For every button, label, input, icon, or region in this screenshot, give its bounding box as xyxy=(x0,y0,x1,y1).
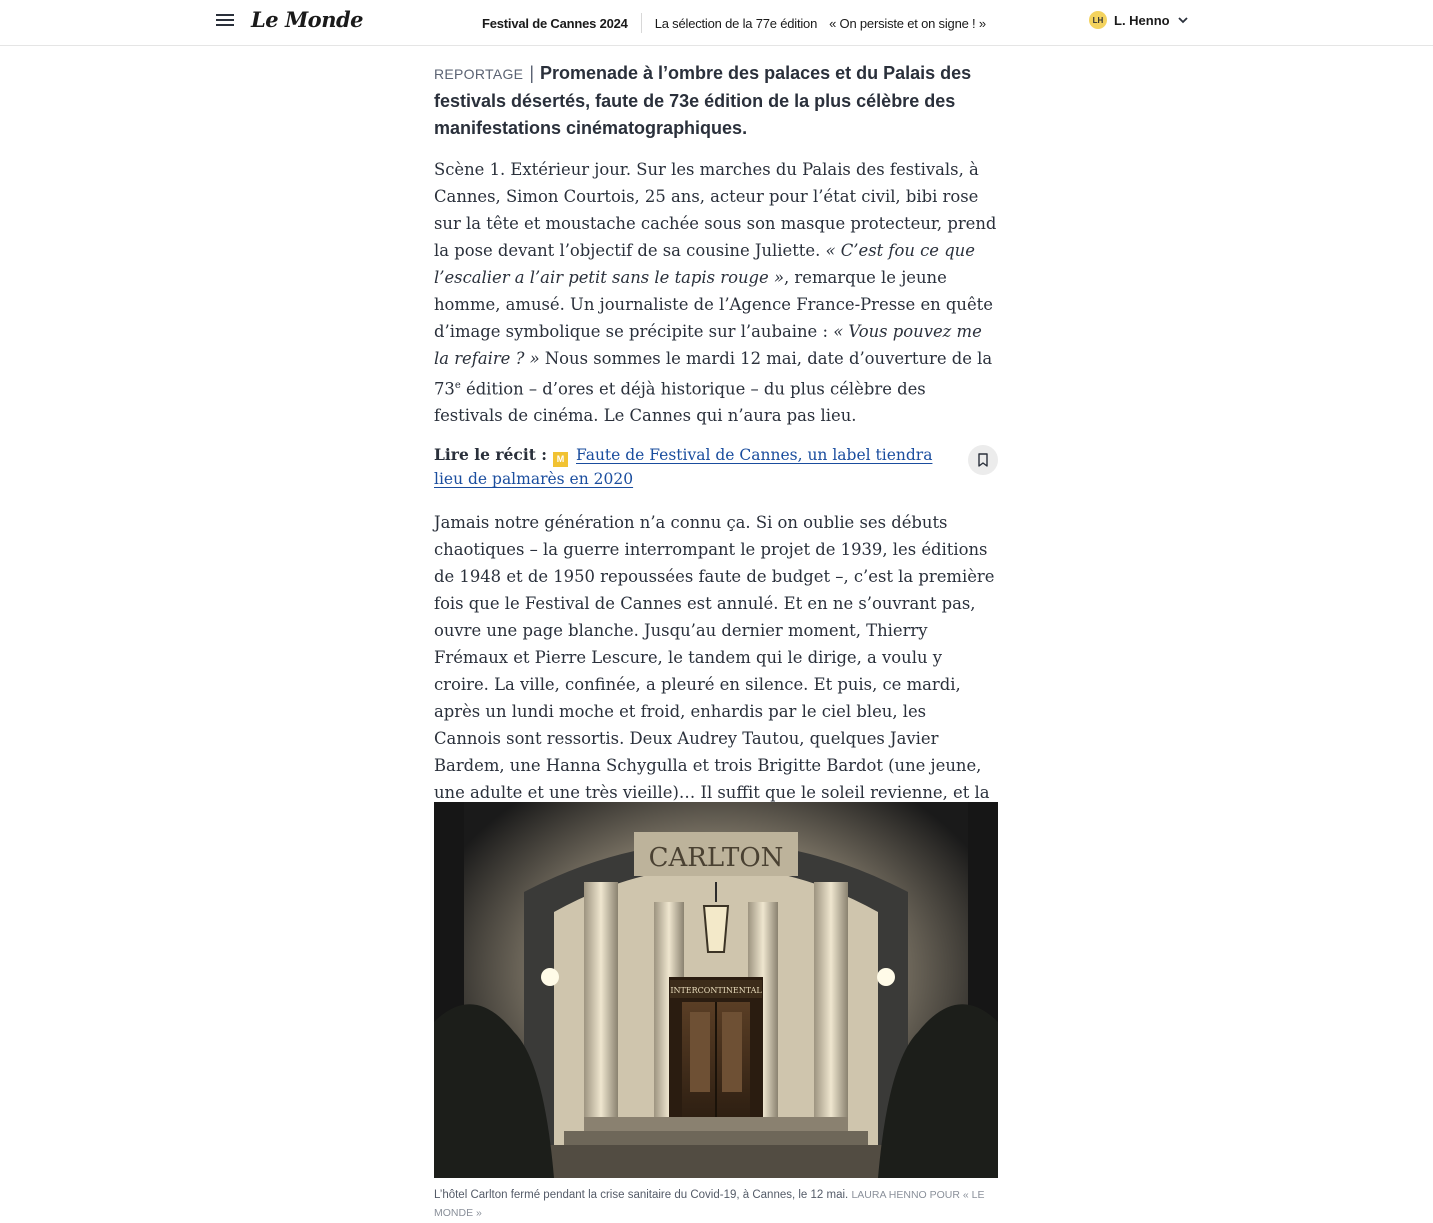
carlton-hotel-image xyxy=(434,802,998,1178)
article-paragraph-1 xyxy=(434,156,998,429)
chevron-down-icon xyxy=(1177,14,1189,26)
site-logo[interactable]: Le Monde xyxy=(251,7,364,32)
p1-text-2: , remarque le jeune homme, amusé. Un journaliste de l’Agence France-Presse en quête d’image symbolique se précipite sur l’aubaine : xyxy=(434,268,993,341)
read-also-block xyxy=(434,443,998,491)
user-menu[interactable] xyxy=(1089,11,1189,29)
photo-credit: LAURA HENNO POUR « LE MONDE » xyxy=(434,1189,985,1219)
nav-link-on-persiste[interactable]: « On persiste et on signe ! » xyxy=(829,15,986,31)
subscriber-badge-icon: M xyxy=(553,452,568,467)
p1-text-4: édition – d’ores et déjà historique – du plus célèbre des festivals de cinéma. Le Cannes qui n’aura pas lieu. xyxy=(434,379,926,426)
menu-icon[interactable] xyxy=(216,14,234,28)
article-standfirst xyxy=(434,60,998,142)
nav-link-selection[interactable]: La sélection de la 77e édition xyxy=(654,15,818,31)
article-photo[interactable] xyxy=(434,802,998,1178)
p1-quote-2: « Vous pouvez me la refaire ? » xyxy=(434,322,982,368)
intercontinental-sign: INTERCONTINENTAL xyxy=(670,986,762,995)
nav-divider xyxy=(641,13,642,33)
article-paragraph-2: Jamais notre génération n’a connu ça. Si on oublie ses débuts chaotiques – la guerre interrompant le projet de 1939, les éditions de 1948 et de 1950 repoussées faute de budget –, c’est la première fois que le Festival de Cannes est annulé. Et en ne s’ouvrant pas, ouvre une page blanche. Jusqu’au dernier moment, Thierry Frémaux et Pierre Lescure, le tandem qui le dirige, a voulu y croire. La ville, confinée, a pleuré en silence. Et puis, ce mardi, après un lundi moche et froid, enhardis par le ciel bleu, les Cannois sont ressortis. Deux Audrey Tautou, quelques Javier Bardem, une Hanna Schygulla et trois Brigitte Bardot (une jeune, une adulte et une très vieille)… Il suffit que le soleil revienne, et la xyxy=(434,513,995,803)
bookmark-button[interactable] xyxy=(968,445,998,475)
nav-festival-cannes[interactable]: Festival de Cannes 2024 xyxy=(482,15,628,31)
p1-text-3: Nous sommes le mardi 12 mai, date d’ouverture de la 73 xyxy=(434,349,993,399)
bookmark-icon xyxy=(977,453,989,467)
kicker-separator: | xyxy=(529,63,534,83)
article-kicker: REPORTAGE xyxy=(434,66,524,82)
top-bar xyxy=(0,0,1433,46)
top-nav xyxy=(482,13,998,33)
caption-text: L’hôtel Carlton fermé pendant la crise sanitaire du Covid-19, à Cannes, le 12 mai. xyxy=(434,1189,849,1201)
read-also-link[interactable]: Faute de Festival de Cannes, un label tiendra lieu de palmarès en 2020 xyxy=(434,446,933,489)
user-name: L. Henno xyxy=(1114,12,1170,28)
photo-caption xyxy=(434,1186,998,1222)
p1-quote-1: « C’est fou ce que l’escalier a l’air petit sans le tapis rouge » xyxy=(434,241,975,287)
article-body xyxy=(434,60,998,833)
standfirst-text: Promenade à l’ombre des palaces et du Palais des festivals désertés, faute de 73e édition de la plus célèbre des manifestations cinématographiques. xyxy=(434,63,972,138)
p1-text-1: Scène 1. Extérieur jour. Sur les marches du Palais des festivals, à Cannes, Simon Courtois, 25 ans, acteur pour l’état civil, bibi rose sur la tête et moustache cachée sous son masque protecteur, prend la pose devant l’objectif de sa cousine Juliette. xyxy=(434,160,997,260)
avatar: LH xyxy=(1089,11,1107,29)
p1-superscript: e xyxy=(454,380,461,391)
carlton-sign: CARLTON xyxy=(648,843,784,873)
read-also-label: Lire le récit : xyxy=(434,445,547,465)
